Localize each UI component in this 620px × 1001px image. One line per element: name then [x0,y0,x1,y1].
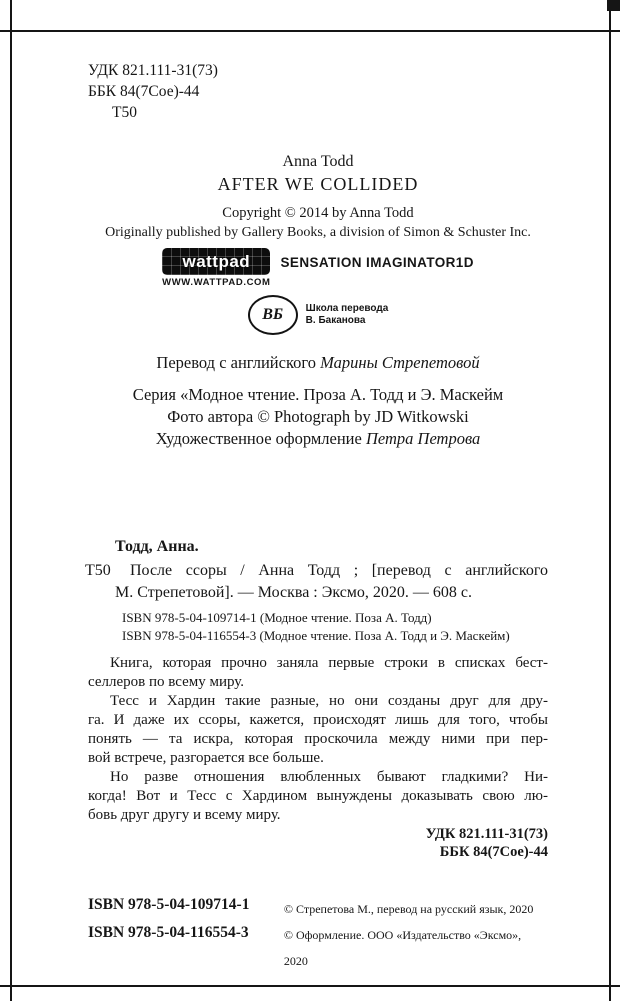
footer-isbn-2: ISBN 978-5-04-116554-3 [88,924,249,941]
annotation-line: когда! Вот и Тесс с Хардином вынуждены доказывать свою лю- [88,788,548,804]
title-block [88,151,548,450]
udk-code-right: УДК 821.111-31(73) [425,826,548,842]
translation-prefix: Перевод с английского [156,353,321,372]
school-monogram: ВБ [262,306,284,323]
page-frame-left [10,0,12,1001]
annotation-line: вой встрече, разгорается все больше. [88,750,324,766]
wattpad-url: WWW.WATTPAD.COM [162,277,271,288]
footer-isbn-list [88,891,284,974]
page-content [85,60,548,974]
udk-code: УДК 821.111-31(73) [88,62,218,79]
author-sign-code: Т50 [112,104,137,121]
translator-name: Марины Стрепетовой [320,353,480,372]
copyright-line: Copyright © 2014 by Anna Todd [222,205,414,221]
design-prefix: Художественное оформление [155,429,366,448]
bib-entry [85,560,548,604]
school-label-line1: Школа перевода [305,303,389,314]
wattpad-logo-group [162,248,270,288]
wattpad-block [88,248,548,288]
translation-credit [88,352,548,374]
bib-entry-line1: После ссоры / Анна Тодд ; [перевод с английского [130,562,548,579]
design-credit [88,428,548,450]
translation-school-block [88,295,548,335]
page-frame-right [609,0,611,1001]
school-label [306,303,389,327]
school-label-line2: В. Баканова [305,315,366,326]
annotation-text [88,654,548,825]
annotation-line: Но разве отношения влюбленных бывают гладкими? Ни- [110,769,548,785]
credits-block [88,352,548,450]
bib-author-sign: Т50 [85,562,111,579]
page-frame-top [0,30,620,32]
bib-entry-line2: М. Стрепетовой]. — Москва : Эксмо, 2020. — 608 с. [115,584,473,601]
original-publisher-line: Originally published by Gallery Books, a division of Simon & Schuster Inc. [105,225,531,240]
bib-isbn-1: ISBN 978-5-04-109714-1 (Модное чтение. Поза А. Тодд) [122,610,432,625]
footer-copyright-2: © Оформление. ООО «Издательство «Эксмо», 2020 [283,928,522,968]
classification-codes-top [88,60,548,123]
bib-author-heading: Тодд, Анна. [115,538,199,555]
original-author: Anna Todd [282,153,354,170]
annotation-line: Книга, которая прочно заняла первые строки в списках бест- [110,655,548,671]
original-title: AFTER WE COLLIDED [217,174,419,194]
annotation-line: селлеров по всему миру. [88,674,245,690]
wattpad-sensation-text: SENSATION IMAGINATOR1D [280,255,474,270]
annotation-line: га. И даже их ссоры, кажется, происходят лишь для того, чтобы [88,712,548,728]
annotation-line: Тесс и Хардин такие разные, но они созданы друг для дру- [110,693,548,709]
footer-copyright-list [284,891,548,974]
annotation-line: понять — та искра, которая проскочила между ними при пер- [88,731,548,747]
footer-isbn-1: ISBN 978-5-04-109714-1 [88,896,250,913]
wattpad-logo-icon [162,248,270,275]
bbk-code-right: ББК 84(7Сое)-44 [439,844,548,860]
wattpad-logo-text: wattpad [182,251,251,271]
bib-isbn-2: ISBN 978-5-04-116554-3 (Модное чтение. Поза А. Тодд и Э. Маскейм) [122,628,510,643]
designer-name: Петра Петрова [365,429,481,448]
bibliographic-record [85,536,548,645]
series-line: Серия «Модное чтение. Проза А. Тодд и Э. Маскейм [132,385,504,404]
bbk-code: ББК 84(7Сое)-44 [88,83,200,100]
annotation-line: бовь друг другу и всему миру. [88,807,281,823]
scan-corner-mark [607,0,620,11]
photo-credit: Фото автора © Photograph by JD Witkowski [167,407,469,426]
footer-copyright-1: © Стрепетова М., перевод на русский язык, 2020 [283,902,534,916]
bib-isbn-list [88,609,548,645]
translation-school-logo-icon [248,295,298,335]
imprint-footer [88,891,548,974]
classification-codes-right [88,825,548,861]
page-frame-bottom [0,985,620,987]
